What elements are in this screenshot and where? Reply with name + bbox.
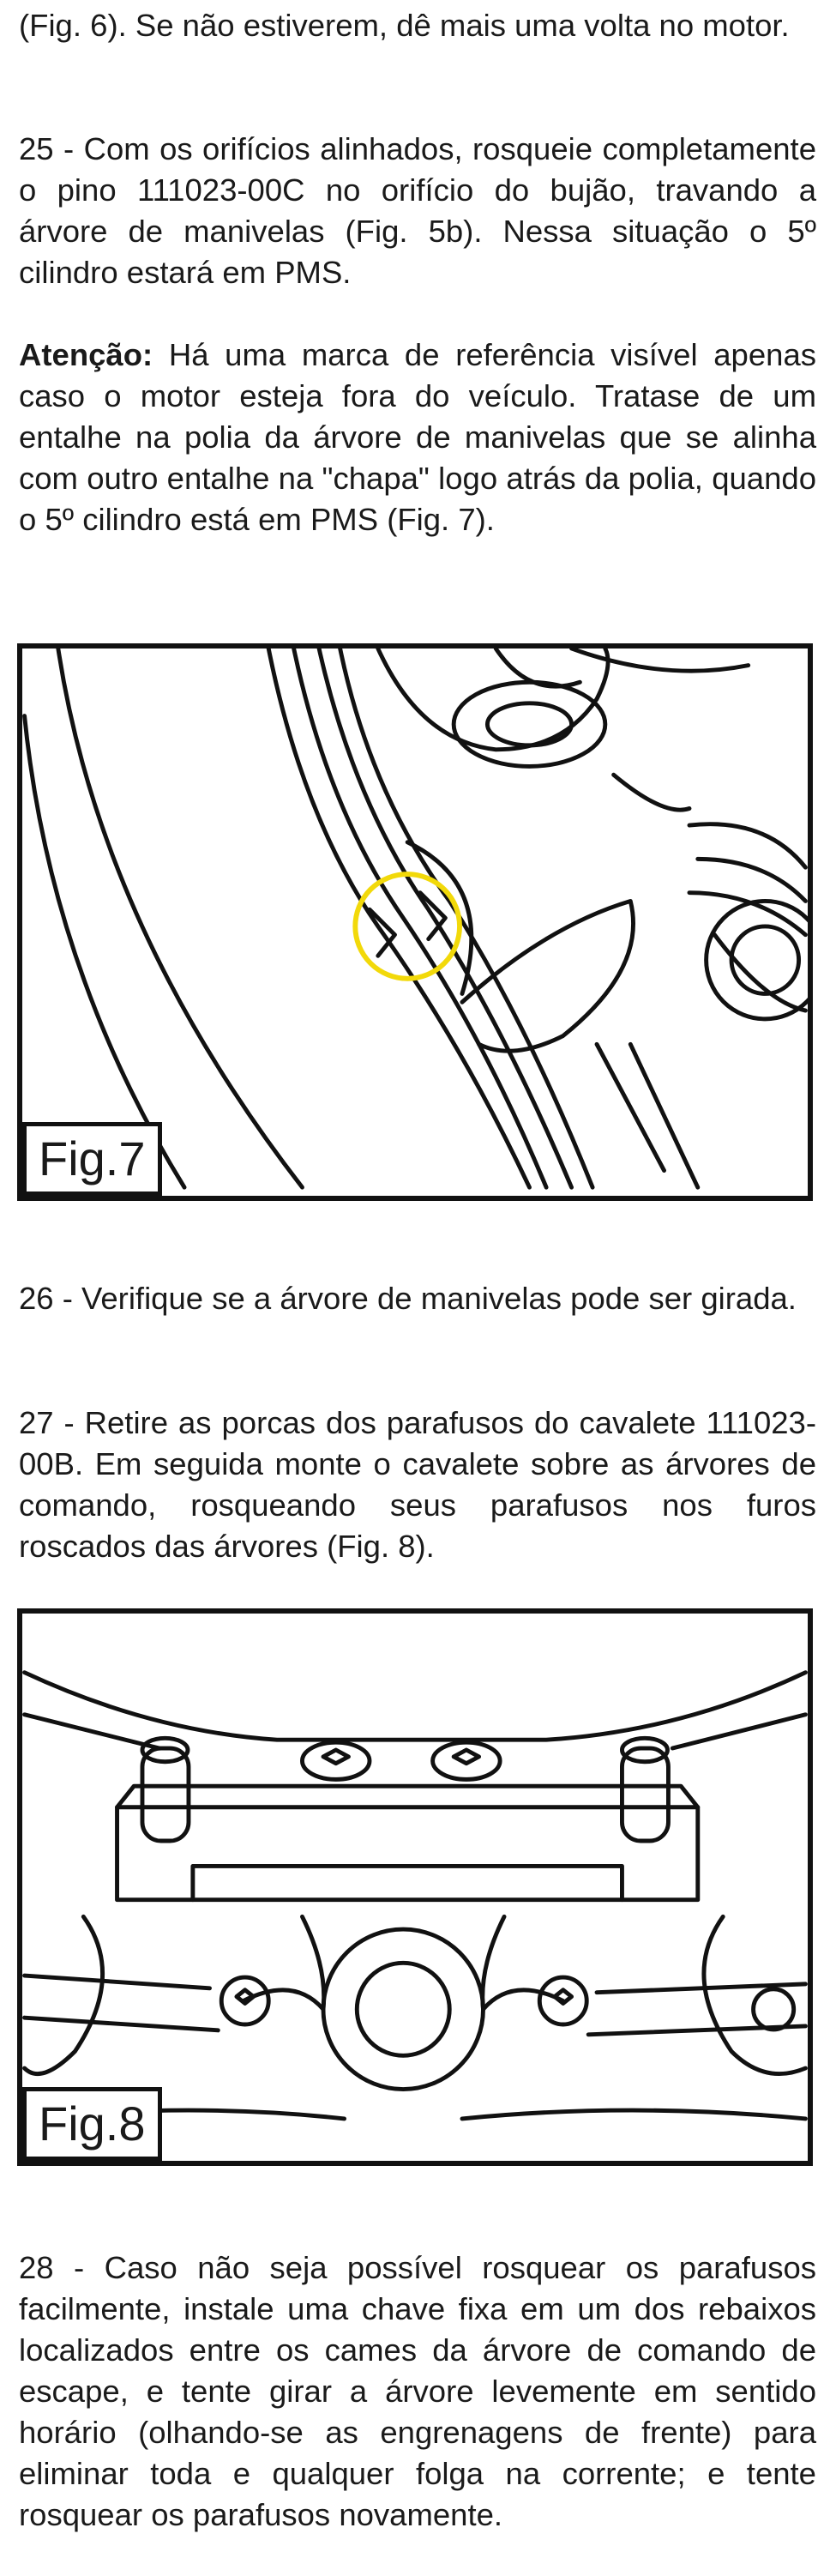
paragraph-attention [19, 335, 816, 540]
figure-8-label: Fig.8 [22, 2087, 162, 2161]
paragraph-step-28: 28 - Caso não seja possível rosquear os parafusos facilmente, instale uma chave fixa em um dos rebaixos localizados entre os cames da árvore de comando de escape, e tente girar a árvore levemente em sentido horário (olhando-se as engrenagens de frente) para eliminar toda e qualquer folga na corrente; e tente rosquear os parafusos novamente. [19, 2250, 816, 2532]
paragraph-intro: (Fig. 6). Se não estiverem, dê mais uma volta no motor. [19, 8, 790, 43]
figure-8 [17, 1608, 813, 2166]
camshaft-bracket-illustration [22, 1614, 808, 2161]
paragraph-step-27: 27 - Retire as porcas dos parafusos do cavalete 111023-00B. Em seguida monte o cavalete sobre as árvores de comando, rosqueando seus parafusos nos furos roscados das árvores (Fig. 8). [19, 1405, 816, 1564]
paragraph-step-26: 26 - Verifique se a árvore de manivelas pode ser girada. [19, 1281, 797, 1316]
figure-7 [17, 643, 813, 1201]
crankshaft-pulley-illustration [22, 649, 808, 1196]
paragraph-step-25: 25 - Com os orifícios alinhados, rosqueie completamente o pino 111023-00C no orifício do bujão, travando a árvore de manivelas (Fig. 5b). Nessa situação o 5º cilindro estará em PMS. [19, 131, 816, 290]
attention-text: Há uma marca de referência visível apenas caso o motor esteja fora do veículo. Tratase de um entalhe na polia da árvore de manivelas que se alinha com outro entalhe na "chapa" logo atrás da polia, quando o 5º cilindro está em PMS (Fig. 7). [19, 337, 816, 537]
attention-label: Atenção: [19, 337, 153, 372]
figure-7-label: Fig.7 [22, 1122, 162, 1196]
